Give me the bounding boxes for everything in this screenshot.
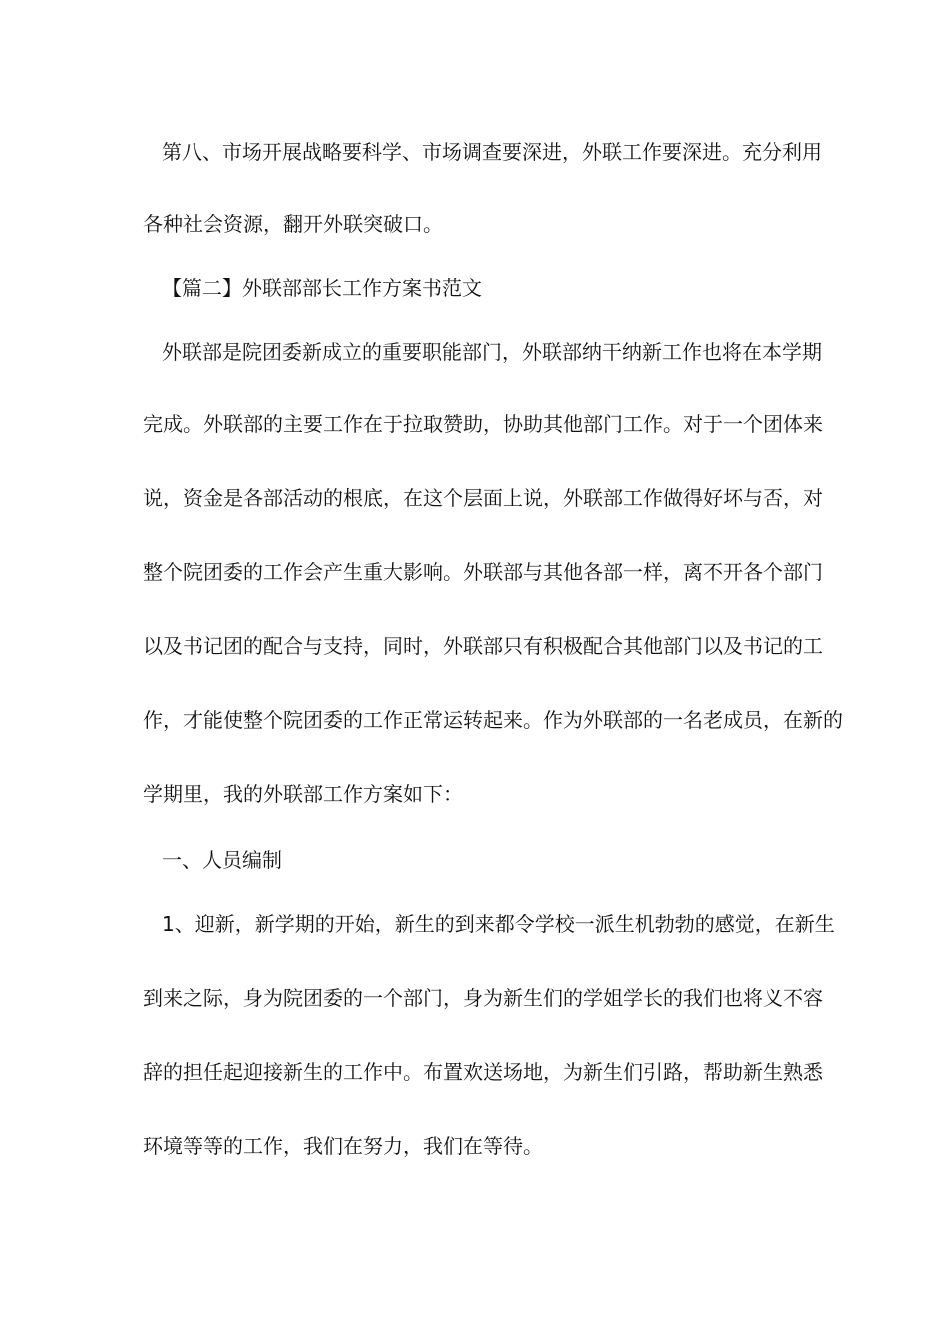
paragraph-line: 学期里，我的外联部工作方案如下： <box>143 782 463 806</box>
paragraph-line: 完成。外联部的主要工作在于拉取赞助，协助其他部门工作。对于一个团体来 <box>143 412 823 436</box>
paragraph-line: 1、迎新，新学期的开始，新生的到来都令学校一派生机勃勃的感觉，在新生 <box>162 912 835 936</box>
paragraph-line: 各种社会资源，翻开外联突破口。 <box>143 212 443 236</box>
paragraph-line: 以及书记团的配合与支持，同时，外联部只有积极配合其他部门以及书记的工 <box>143 634 823 658</box>
paragraph-line: 整个院团委的工作会产生重大影响。外联部与其他各部一样，离不开各个部门 <box>143 560 823 584</box>
paragraph-line: 辞的担任起迎接新生的工作中。布置欢送场地，为新生们引路，帮助新生熟悉 <box>143 1060 823 1084</box>
section-heading: 【篇二】外联部部长工作方案书范文 <box>162 276 482 300</box>
paragraph-line: 环境等等的工作，我们在努力，我们在等待。 <box>143 1134 543 1158</box>
paragraph-line: 第八、市场开展战略要科学、市场调查要深进，外联工作要深进。充分利用 <box>162 140 822 164</box>
section-heading: 一、人员编制 <box>162 848 282 872</box>
paragraph-line: 外联部是院团委新成立的重要职能部门，外联部纳干纳新工作也将在本学期 <box>162 340 822 364</box>
paragraph-line: 说，资金是各部活动的根底，在这个层面上说，外联部工作做得好坏与否，对 <box>143 486 823 510</box>
paragraph-line: 到来之际，身为院团委的一个部门，身为新生们的学姐学长的我们也将义不容 <box>143 986 823 1010</box>
paragraph-line: 作，才能使整个院团委的工作正常运转起来。作为外联部的一名老成员，在新的 <box>143 708 843 732</box>
